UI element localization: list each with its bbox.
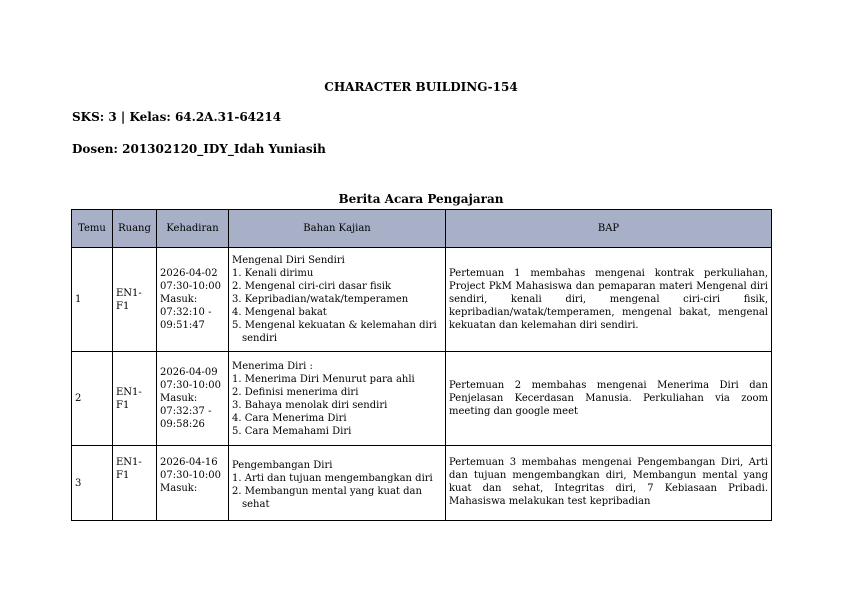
table-row [72,248,772,352]
bap-table [71,209,772,521]
header-bahan-kajian: Bahan Kajian [229,210,446,248]
bahan-list [232,472,442,511]
header-bap: BAP [446,210,772,248]
temu-cell: 1 [72,248,113,352]
kehadiran-date: 2026-04-09 [160,367,218,378]
list-item: 1. Kenali dirimu [232,268,314,279]
list-item: 1. Arti dan tujuan mengembangkan diri [232,473,433,484]
bahan-title: Menerima Diri : [232,360,313,372]
kehadiran-cell [157,248,229,352]
list-item: 4. Cara Menerima Diri [232,412,347,424]
temu-cell: 2 [72,352,113,446]
ruang-cell: EN1-F1 [113,446,157,521]
list-item: 2. Membangun mental yang kuat dan sehat [232,486,422,510]
kehadiran-time: 07:30-10:00 [160,281,222,292]
header-ruang: Ruang [113,210,157,248]
list-item: 3. Bahaya menolak diri sendiri [232,399,388,411]
kehadiran-cell [157,352,229,446]
bahan-kajian-cell [229,248,446,352]
bahan-list [232,267,442,345]
bap-cell: Pertemuan 1 membahas mengenai kontrak perkuliahan, Project PkM Mahasiswa dan pemaparan materi Mengenal diri sendiri, kenali diri, mengenal ciri-ciri fisik, kepribadian/watak/temperamen, mengenal bakat, mengenal kekuatan dan kelemahan diri sendiri. [446,248,772,352]
kehadiran-label: Masuk: [160,483,198,494]
list-item: 4. Mengenal bakat [232,307,327,318]
lecturer-line: Dosen: 201302120_IDY_Idah Yuniasih [72,142,326,156]
kehadiran-date: 2026-04-02 [160,268,218,279]
table-row [72,352,772,446]
kehadiran-out: 09:51:47 [160,320,205,331]
bap-cell: Pertemuan 2 membahas mengenai Menerima Diri dan Penjelasan Kecerdasan Manusia. Perkuliahan via zoom meeting dan google meet [446,352,772,446]
bahan-title: Mengenal Diri Sendiri [232,255,345,266]
kehadiran-cell [157,446,229,521]
kehadiran-out: 09:58:26 [160,419,205,430]
list-item: 5. Cara Memahami Diri [232,425,352,437]
bahan-kajian-cell [229,352,446,446]
course-title: CHARACTER BUILDING-154 [324,80,518,94]
kehadiran-date: 2026-04-16 [160,457,218,468]
list-item: 1. Menerima Diri Menurut para ahli [232,373,415,385]
kehadiran-label: Masuk: [160,294,198,305]
header-kehadiran: Kehadiran [157,210,229,248]
header-temu: Temu [72,210,113,248]
ruang-cell: EN1-F1 [113,248,157,352]
bahan-title: Pengembangan Diri [232,460,333,471]
list-item: 2. Definisi menerima diri [232,386,359,398]
kehadiran-label: Masuk: [160,393,198,404]
bahan-list [232,373,442,438]
temu-cell: 3 [72,446,113,521]
kehadiran-time: 07:30-10:00 [160,380,222,391]
list-item: 3. Kepribadian/watak/temperamen [232,294,409,305]
list-item: 5. Mengenal kekuatan & kelemahan diri sendiri [232,320,437,344]
kehadiran-time: 07:30-10:00 [160,470,222,481]
table-caption: Berita Acara Pengajaran [338,192,504,206]
kehadiran-in: 07:32:10 - [160,307,212,318]
sks-class-line: SKS: 3 | Kelas: 64.2A.31-64214 [72,110,282,124]
ruang-cell: EN1-F1 [113,352,157,446]
list-item: 2. Mengenal ciri-ciri dasar fisik [232,281,392,292]
bahan-kajian-cell [229,446,446,521]
table-row [72,446,772,521]
table-header-row [72,210,772,248]
kehadiran-in: 07:32:37 - [160,406,212,417]
bap-cell: Pertemuan 3 membahas mengenai Pengembangan Diri, Arti dan tujuan mengembangkan diri, Membangun mental yang kuat dan sehat, Integritas diri, 7 Kebiasaan Pribadi. Mahasiswa melakukan test kepribadian [446,446,772,521]
